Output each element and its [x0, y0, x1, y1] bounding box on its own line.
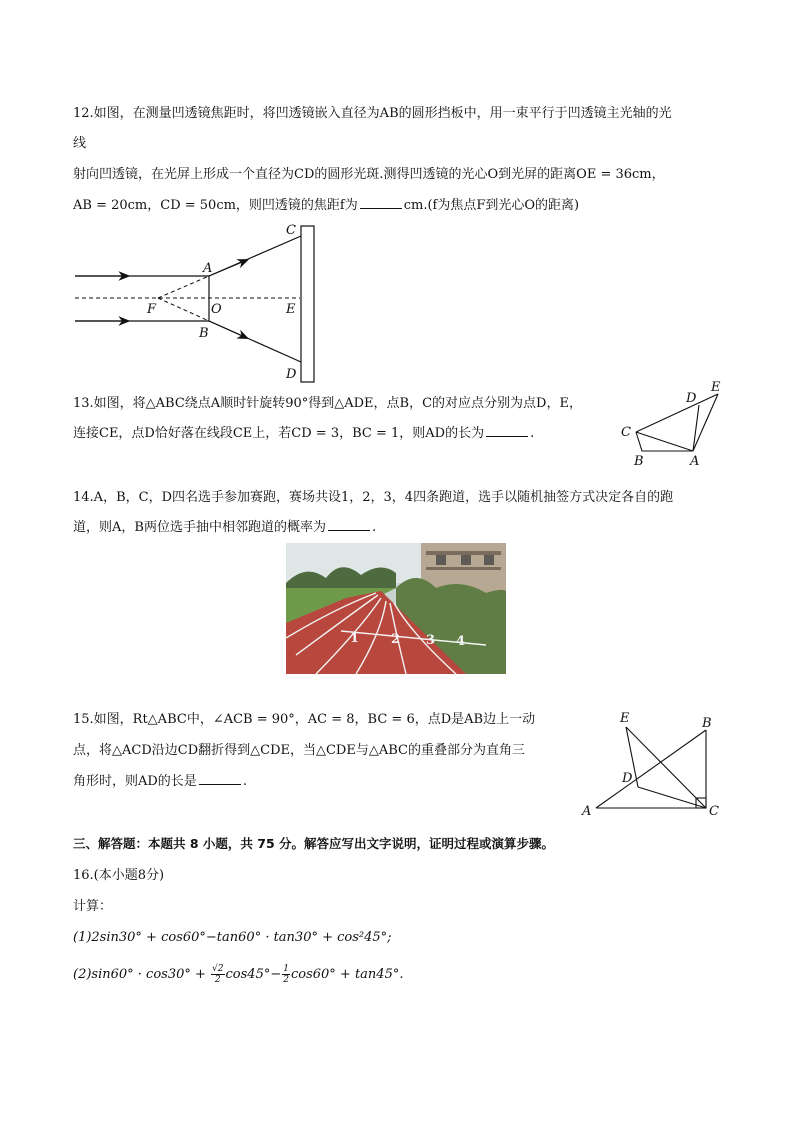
label-E: E: [620, 711, 630, 726]
label-F: F: [147, 302, 157, 317]
lane-number-2: 2: [391, 632, 401, 647]
q13-text-line2b: .: [530, 426, 535, 441]
q15-text-line3: [73, 772, 247, 792]
q16-frac-sqrt2-over-2: [211, 964, 224, 985]
label-B: B: [634, 454, 644, 469]
frac1-numerator: √2: [212, 964, 224, 974]
q14-text-line1: 14.A，B，C，D四名选手参加赛跑，赛场共设1，2，3，4四条跑道，选手以随机抽签方式决定各自的跑: [73, 490, 674, 505]
label-E: E: [711, 380, 721, 395]
q16-item2b: cos45°−: [225, 967, 282, 982]
virtual-ray-bottom: [158, 298, 209, 321]
q14-text-line2: [73, 518, 376, 538]
label-O: O: [211, 302, 222, 317]
q14-answer-blank: [328, 518, 370, 531]
q16-item1: (1)2sin30° + cos60°−tan60° · tan30° + cos²45°;: [73, 930, 392, 945]
q15-text-line3a: 角形时，则AD的长是: [73, 774, 197, 789]
label-A: A: [582, 804, 592, 819]
label-C: C: [286, 223, 296, 238]
q16-item2: [73, 964, 403, 985]
label-D: D: [286, 367, 297, 382]
running-track-photo: [286, 543, 506, 674]
q15-answer-blank: [199, 772, 241, 785]
ray-top-out-arrow: [209, 260, 247, 276]
label-C: C: [709, 804, 719, 819]
q13-text-line2a: 连接CE，点D恰好落在线段CE上，若CD = 3，BC = 1，则AD的长为: [73, 426, 485, 441]
label-B: B: [702, 716, 712, 731]
q15-text-line3b: .: [242, 774, 247, 789]
q12-text-line4a: AB = 20cm，CD = 50cm，则凹透镜的焦距f为: [73, 198, 358, 213]
frac2-denominator: 2: [283, 975, 289, 985]
q13-text-line1: 13.如图，将△ABC绕点A顺时针旋转90°得到△ADE，点B，C的对应点分别为点D，E，: [73, 396, 582, 411]
q15-triangle-figure: [578, 705, 728, 825]
light-screen: [301, 226, 314, 382]
lane-number-1: 1: [350, 631, 360, 646]
lane-number-4: 4: [456, 634, 466, 649]
q14-text-line2a: 道，则A，B两位选手抽中相邻跑道的概率为: [73, 520, 326, 535]
q12-lens-figure: [0, 0, 794, 400]
q12-text-line4b: cm.(f为焦点F到光心O的距离): [403, 198, 580, 213]
q13-triangle-figure: [610, 375, 740, 470]
q16-item2a: (2)sin60° · cos30° +: [73, 967, 206, 982]
q12-text-line1: 12.如图，在测量凹透镜焦距时，将凹透镜嵌入直径为AB的圆形挡板中，用一束平行于凹透镜主光轴的光: [73, 106, 672, 121]
q16-item2c: cos60° + tan45°.: [290, 967, 404, 982]
lane-number-3: 3: [426, 633, 436, 648]
q14-text-line2b: .: [371, 520, 377, 535]
label-A: A: [690, 454, 700, 469]
label-C: C: [621, 425, 631, 440]
virtual-ray-top: [158, 276, 209, 298]
label-E: E: [286, 302, 296, 317]
section-3-heading: 三、解答题：本题共 8 小题，共 75 分。解答应写出文字说明，证明过程或演算步骤。: [73, 836, 555, 851]
q16-frac-1-over-2: [282, 964, 290, 985]
q15-text-line2: 点，将△ACD沿边CD翻折得到△CDE，当△CDE与△ABC的重叠部分为直角三: [73, 743, 525, 758]
q12-text-line3: 射向凹透镜，在光屏上形成一个直径为CD的圆形光斑.测得凹透镜的光心O到光屏的距离OE = 36cm，: [73, 167, 665, 182]
q16-header: 16.(本小题8分): [73, 868, 165, 883]
ray-bottom-out-arrow: [209, 321, 247, 338]
label-A: A: [203, 261, 213, 276]
label-B: B: [199, 326, 209, 341]
q12-text-line2: 线: [73, 136, 87, 151]
q13-answer-blank: [486, 424, 528, 437]
frac2-numerator: 1: [283, 964, 289, 974]
label-D: D: [686, 391, 697, 406]
label-D: D: [622, 771, 633, 786]
q15-text-line1: 15.如图，Rt△ABC中，∠ACB = 90°，AC = 8，BC = 6，点D是AB边上一动: [73, 712, 536, 727]
q16-prompt: 计算：: [73, 899, 113, 914]
q13-text-line2: [73, 424, 534, 444]
frac1-denominator: 2: [214, 975, 221, 985]
